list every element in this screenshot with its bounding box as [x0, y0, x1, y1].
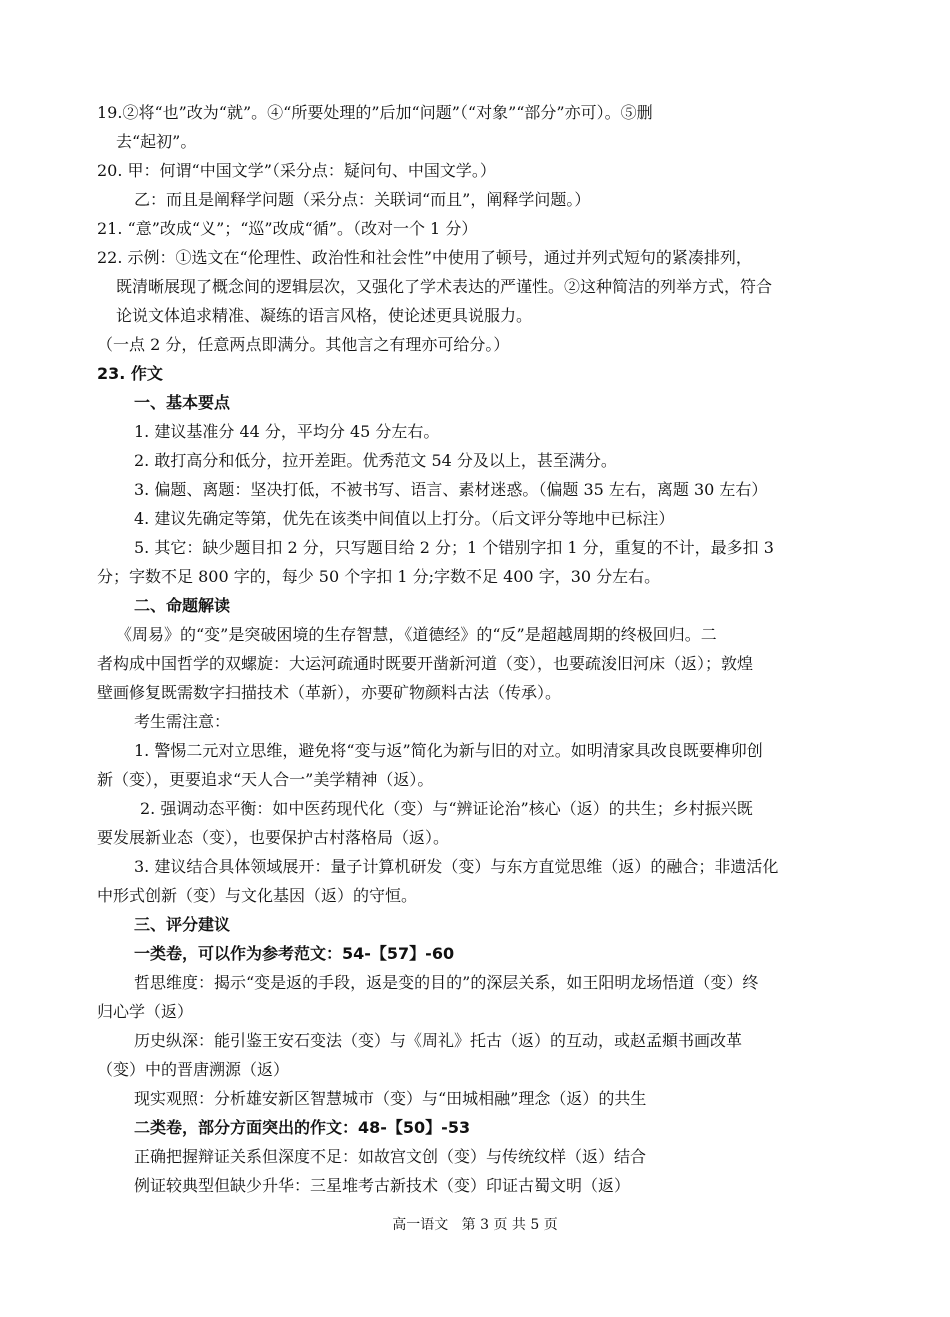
q21-answer: 21. “意”改成“义”；“巡”改成“循”。（改对一个 1 分）: [97, 219, 478, 238]
interpretation-notice: 考生需注意：: [134, 712, 231, 731]
grading-heading: 三、评分建议: [134, 915, 231, 934]
basics-point-5-line-1: 5. 其它：缺少题目扣 2 分，只写题目给 2 分；1 个错别字扣 1 分，重复的不计，最多扣 3: [134, 538, 774, 557]
class-1-criterion-b-line-2: （变）中的晋唐溯源（返）: [97, 1060, 290, 1079]
q22-line-3: 论说文体追求精准、凝练的语言风格，使论述更具说服力。: [116, 306, 533, 325]
class-1-criterion-b-line-1: 历史纵深：能引鉴王安石变法（变）与《周礼》托古（返）的互动，或赵孟頫书画改革: [134, 1031, 743, 1050]
q22-line-1: 22. 示例：①选文在“伦理性、政治性和社会性”中使用了顿号，通过并列式短句的紧凑排列，: [97, 248, 752, 267]
class-1-heading: 一类卷，可以作为参考范文：54-【57】-60: [134, 944, 455, 963]
basics-point-2: 2. 敢打高分和低分，拉开差距。优秀范文 54 分及以上，甚至满分。: [134, 451, 617, 470]
basics-point-4: 4. 建议先确定等第，优先在该类中间值以上打分。（后文评分等地中已标注）: [134, 509, 675, 528]
interpretation-intro-line-1: 《周易》的“变”是突破困境的生存智慧，《道德经》的“反”是超越周期的终极回归。二: [116, 625, 717, 644]
notice-2-line-1: 2. 强调动态平衡：如中医药现代化（变）与“辨证论治”核心（返）的共生；乡村振兴既: [140, 799, 753, 818]
q22-line-2: 既清晰展现了概念间的逻辑层次，又强化了学术表达的严谨性。②这种简洁的列举方式，符合: [116, 277, 773, 296]
class-2-heading: 二类卷，部分方面突出的作文：48-【50】-53: [134, 1118, 471, 1137]
class-1-criterion-c: 现实观照：分析雄安新区智慧城市（变）与“田城相融”理念（返）的共生: [134, 1089, 647, 1108]
q22-scoring-note: （一点 2 分，任意两点即满分。其他言之有理亦可给分。）: [97, 335, 510, 354]
q19-line-2: 去“起初”。: [116, 132, 197, 151]
basics-heading: 一、基本要点: [134, 393, 231, 412]
notice-2-line-2: 要发展新业态（变），也要保护古村落格局（返）。: [97, 828, 450, 847]
q19-line-1: 19.②将“也”改为“就”。④“所要处理的”后加“问题”（“对象”“部分”亦可）。⑤删: [97, 103, 653, 122]
notice-3-line-2: 中形式创新（变）与文化基因（返）的守恒。: [97, 886, 418, 905]
notice-1-line-1: 1. 警惕二元对立思维，避免将“变与返”简化为新与旧的对立。如明清家具改良既要榫卯创: [134, 741, 763, 760]
class-2-criterion-b: 例证较典型但缺少升华：三星堆考古新技术（变）印证古蜀文明（返）: [134, 1176, 631, 1195]
class-1-criterion-a-line-1: 哲思维度：揭示“变是返的手段，返是变的目的”的深层关系，如王阳明龙场悟道（变）终: [134, 973, 759, 992]
class-2-criterion-a: 正确把握辩证关系但深度不足：如故宫文创（变）与传统纹样（返）结合: [134, 1147, 647, 1166]
page-footer: 高一语文 第 3 页 共 5 页: [392, 1217, 558, 1233]
q20-line-1: 20. 甲：何谓“中国文学”（采分点：疑问句、中国文学。）: [97, 161, 496, 180]
interpretation-intro-line-2: 者构成中国哲学的双螺旋：大运河疏通时既要开凿新河道（变），也要疏浚旧河床（返）；敦煌: [97, 654, 754, 673]
basics-point-1: 1. 建议基准分 44 分，平均分 45 分左右。: [134, 422, 440, 441]
notice-1-line-2: 新（变），更要追求“天人合一”美学精神（返）。: [97, 770, 434, 789]
class-1-criterion-a-line-2: 归心学（返）: [97, 1002, 194, 1021]
basics-point-3: 3. 偏题、离题：坚决打低，不被书写、语言、素材迷惑。（偏题 35 左右，离题 30 左右）: [134, 480, 768, 499]
essay-heading: 23. 作文: [97, 364, 163, 383]
interpretation-intro-line-3: 壁画修复既需数字扫描技术（革新），亦要矿物颜料古法（传承）。: [97, 683, 562, 702]
interpretation-heading: 二、命题解读: [134, 596, 231, 615]
q20-line-2: 乙：而且是阐释学问题（采分点：关联词“而且”，阐释学问题。）: [134, 190, 591, 209]
notice-3-line-1: 3. 建议结合具体领域展开：量子计算机研发（变）与东方直觉思维（返）的融合；非遗活化: [134, 857, 779, 876]
basics-point-5-line-2: 分；字数不足 800 字的，每少 50 个字扣 1 分;字数不足 400 字，30 分左右。: [97, 567, 661, 586]
